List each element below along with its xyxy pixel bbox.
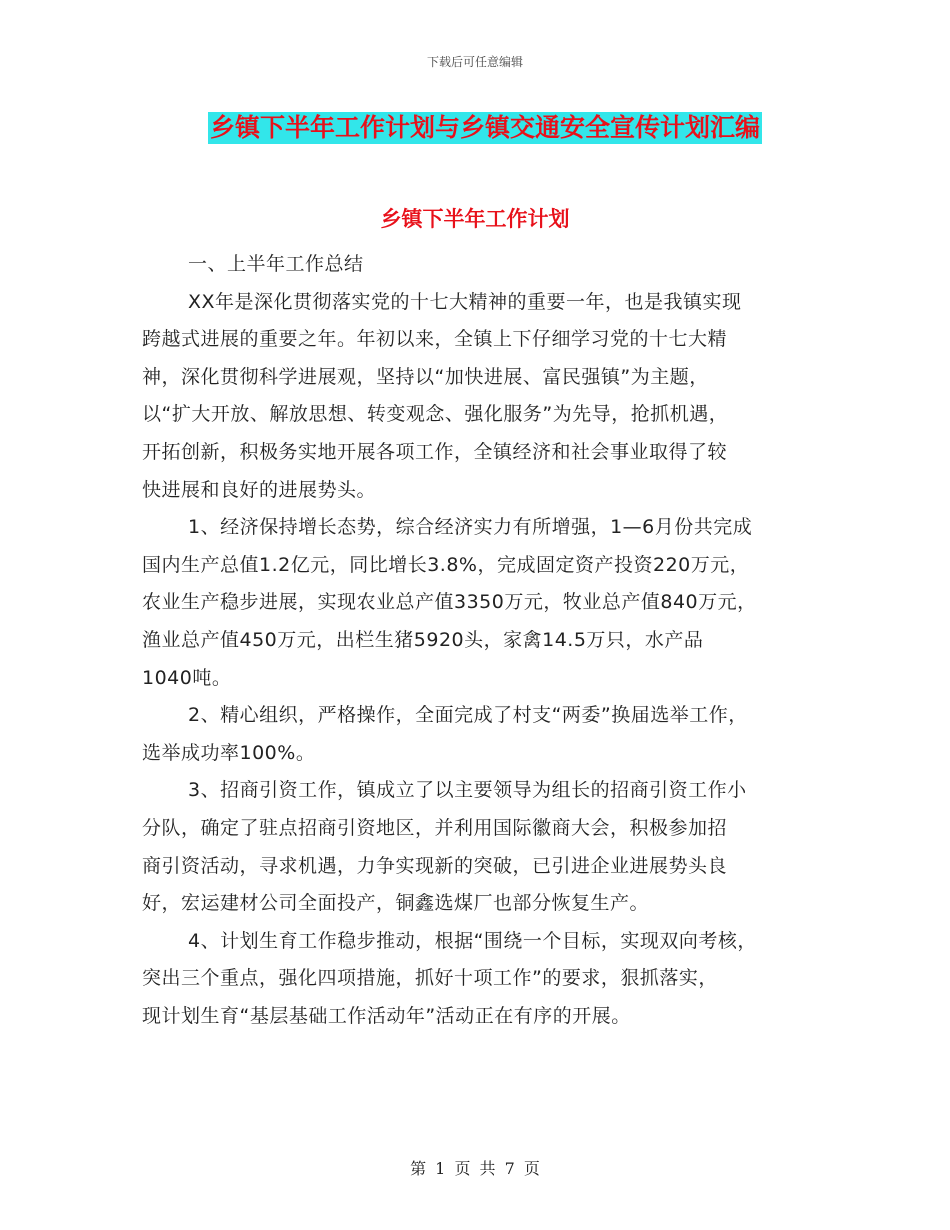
paragraph-line: 分队，确定了驻点招商引资地区，并利用国际徽商大会，积极参加招 (142, 816, 728, 839)
paragraph-line: 现计划生育“基层基础工作活动年”活动正在有序的开展。 (142, 1004, 631, 1027)
paragraph-line: 渔业总产值450万元，出栏生猪5920头，家禽14.5万只，水产品 (142, 628, 704, 651)
paragraph-line: 4、计划生育工作稳步推动，根据“围绕一个目标，实现双向考核， (188, 929, 757, 952)
paragraph-line: 神，深化贯彻科学进展观，坚持以“加快进展、富民强镇”为主题， (142, 365, 709, 388)
heading-first-half-summary: 一、上半年工作总结 (188, 253, 364, 275)
paragraph-line: 国内生产总值1.2亿元，同比增长3.8%，完成固定资产投资220万元， (142, 553, 750, 576)
paragraph-line: 1、经济保持增长态势，综合经济实力有所增强，1—6月份共完成 (188, 516, 753, 539)
header-note: 下载后可任意编辑 (426, 55, 523, 69)
paragraph-line: 1040吨。 (142, 666, 232, 689)
item-economy (142, 509, 822, 697)
paragraph-line: 选举成功率100%。 (142, 741, 316, 764)
paragraph-line: 开拓创新，积极务实地开展各项工作，全镇经济和社会事业取得了较 (142, 440, 728, 463)
item-family-planning (142, 923, 822, 1036)
item-election (142, 697, 822, 772)
paragraph-line: 快进展和良好的进展势头。 (142, 478, 377, 501)
paragraph-line: XX年是深化贯彻落实党的十七大精神的重要一年，也是我镇实现 (188, 290, 742, 313)
paragraph-line: 突出三个重点，强化四项措施，抓好十项工作”的要求，狠抓落实， (142, 967, 718, 990)
page-number-footer: 第 1 页 共 7 页 (410, 1159, 540, 1178)
paragraph-line: 跨越式进展的重要之年。年初以来，全镇上下仔细学习党的十七大精 (142, 328, 728, 351)
paragraph-line: 农业生产稳步进展，实现农业总产值3350万元，牧业总产值840万元， (142, 591, 757, 614)
item-investment (142, 772, 822, 922)
paragraph-line: 2、精心组织，严格操作，全面完成了村支“两委”换届选举工作， (188, 704, 748, 727)
paragraph-line: 3、招商引资工作，镇成立了以主要领导为组长的招商引资工作小 (188, 779, 747, 802)
paragraph-line: 好，宏运建材公司全面投产，铜鑫选煤厂也部分恢复生产。 (142, 892, 650, 915)
paragraph-line: 以“扩大开放、解放思想、转变观念、强化服务”为先导，抢抓机遇， (142, 403, 729, 426)
paragraph-intro (142, 284, 822, 510)
section-title: 乡镇下半年工作计划 (380, 207, 570, 231)
paragraph-line: 商引资活动，寻求机遇，力争实现新的突破，已引进企业进展势头良 (142, 854, 728, 877)
document-body (142, 246, 822, 1035)
document-title: 乡镇下半年工作计划与乡镇交通安全宣传计划汇编 (210, 113, 761, 142)
